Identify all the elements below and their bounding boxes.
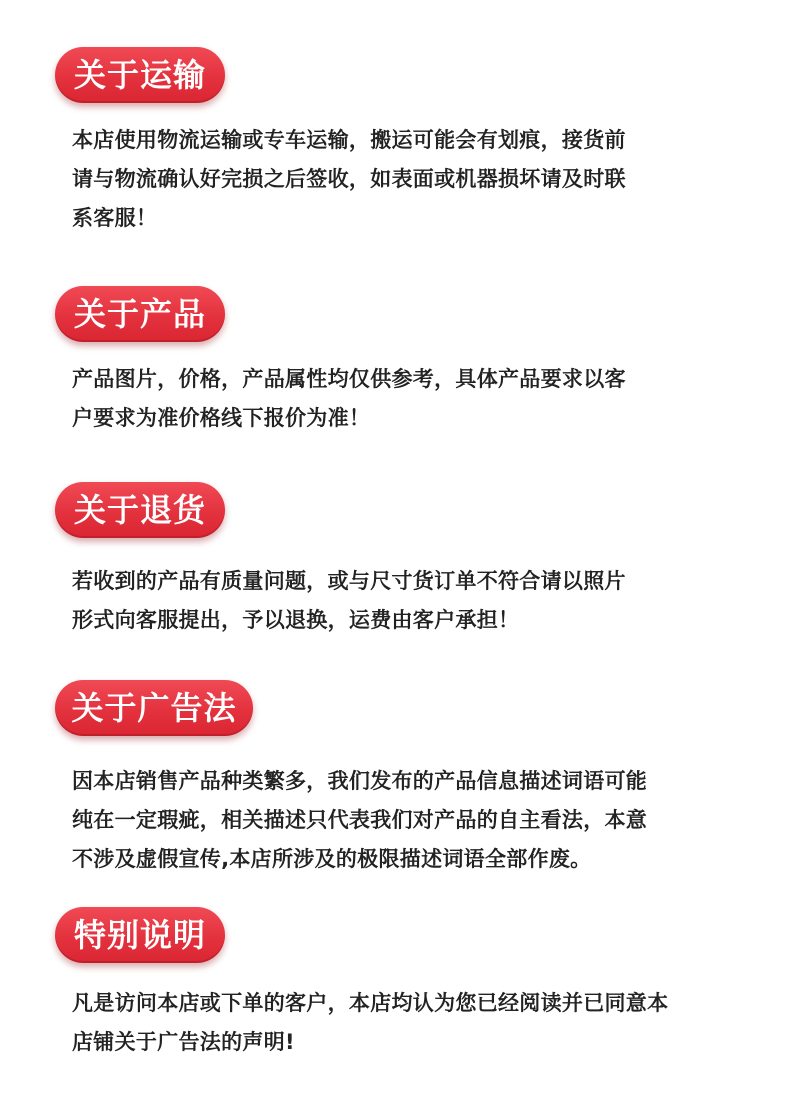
- transport-text: [72, 121, 722, 238]
- text-line: 凡是访问本店或下单的客户，本店均认为您已经阅读并已同意本: [72, 991, 669, 1015]
- text-line: 请与物流确认好完损之后签收，如表面或机器损坏请及时联: [72, 167, 626, 191]
- text-line: 形式向客服提出，予以退换，运费由客户承担！: [72, 608, 520, 632]
- special-note-text: [72, 984, 722, 1062]
- heading-transport: 关于运输: [55, 47, 225, 103]
- text-line: 系客服！: [72, 206, 158, 230]
- text-line: 因本店销售产品种类繁多，我们发布的产品信息描述词语可能: [72, 769, 648, 793]
- text-line: 若收到的产品有质量问题，或与尺寸货订单不符合请以照片: [72, 569, 626, 593]
- text-line: 不涉及虚假宣传,本店所涉及的极限描述词语全部作废。: [72, 847, 592, 871]
- heading-product: 关于产品: [55, 286, 225, 342]
- text-line: 产品图片，价格，产品属性均仅供参考，具体产品要求以客: [72, 367, 626, 391]
- text-line: 纯在一定瑕疵，相关描述只代表我们对产品的自主看法，本意: [72, 808, 648, 832]
- text-line: 本店使用物流运输或专车运输，搬运可能会有划痕，接货前: [72, 128, 626, 152]
- returns-text: [72, 562, 722, 640]
- heading-special-note: 特别说明: [55, 907, 225, 963]
- heading-returns: 关于退货: [55, 482, 225, 538]
- advertising-law-text: [72, 762, 722, 879]
- text-line: 店铺关于广告法的声明!: [72, 1030, 295, 1054]
- heading-advertising-law: 关于广告法: [55, 680, 253, 736]
- product-text: [72, 360, 722, 438]
- text-line: 户要求为准价格线下报价为准！: [72, 406, 371, 430]
